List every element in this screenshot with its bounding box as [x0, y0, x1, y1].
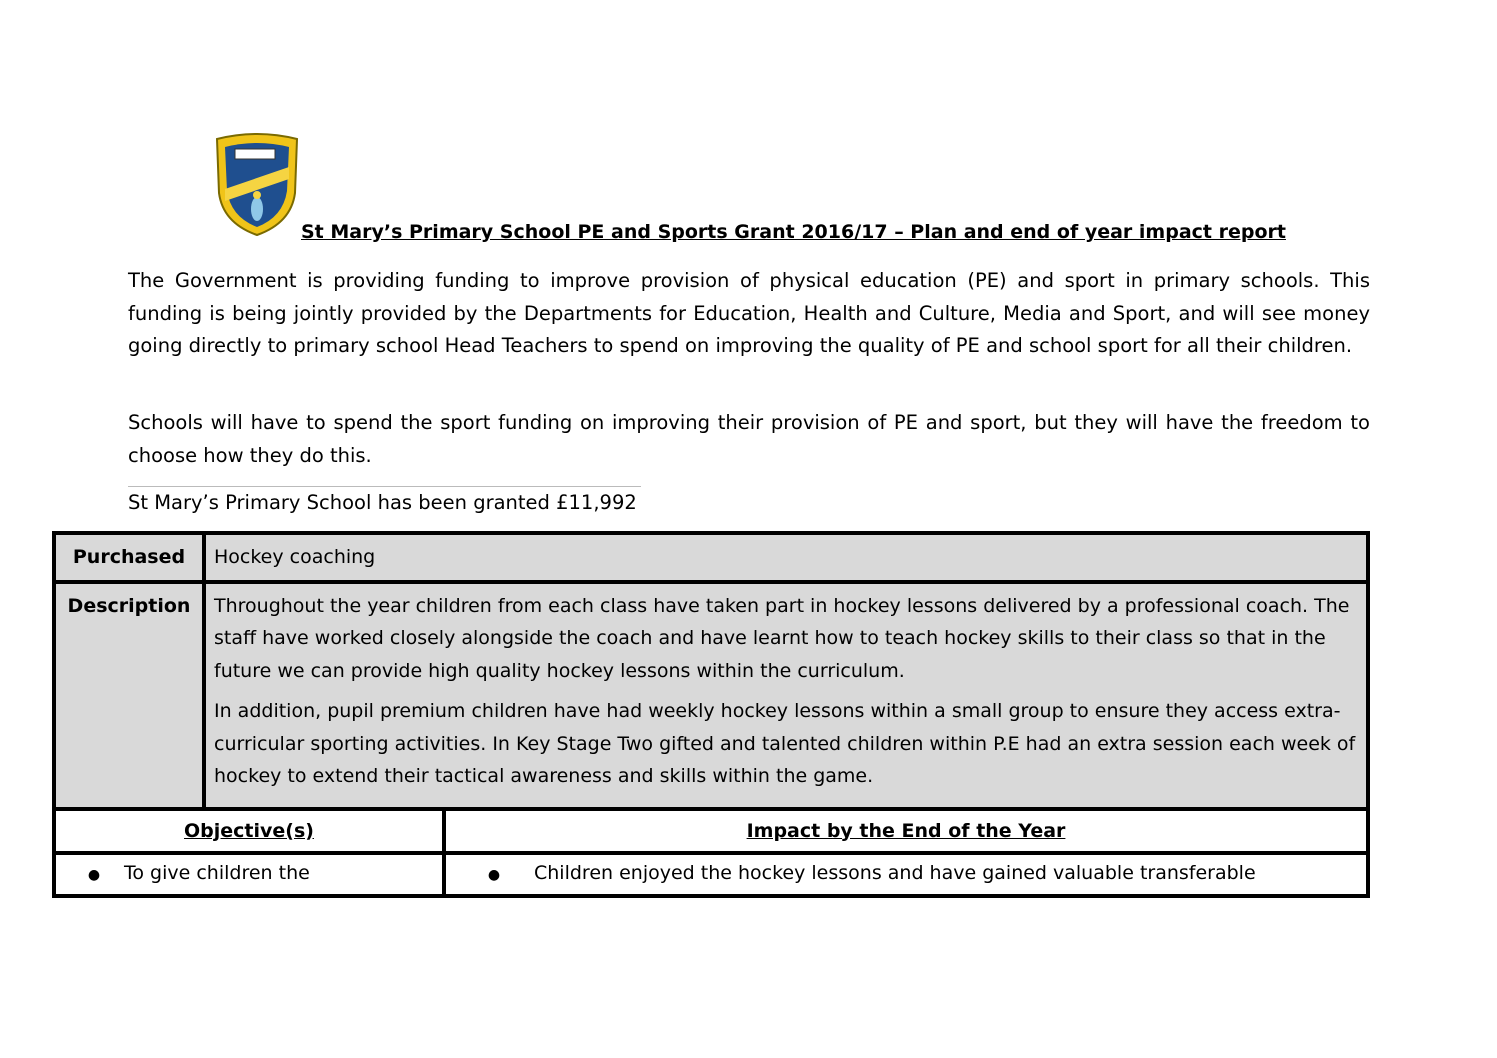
purchased-row — [54, 533, 1368, 582]
intro-paragraph-2: Schools will have to spend the sport funding on improving their provision of PE and sport, but they will have the freedom to choose how they do this. — [128, 411, 1370, 467]
header-row — [54, 809, 1368, 854]
impact-cell — [444, 853, 1368, 896]
impact-header-text: Impact by the End of the Year — [746, 819, 1066, 842]
description-content — [204, 582, 1368, 809]
document-title: St Mary’s Primary School PE and Sports Grant 2016/17 – Plan and end of year impact report — [301, 221, 1286, 243]
objective-text: To give children the — [124, 862, 310, 884]
purchased-label: Purchased — [54, 533, 204, 582]
bullet-icon: ● — [87, 867, 101, 883]
description-paragraph-2: In addition, pupil premium children have had weekly hockey lessons within a small group to ensure they access extra-curricular sporting activities. In Key Stage Two gifted and talented children within P.E had an extra session each week of hockey to extend their tactical awareness and skills within the game. — [214, 700, 1356, 787]
table-row — [54, 853, 1368, 896]
bullet-icon: ● — [487, 867, 501, 883]
intro-paragraph-1: The Government is providing funding to improve provision of physical education (PE) and sport in primary schools. This funding is being jointly provided by the Departments for Education, Health and Culture, Media and Sport, and will see money going directly to primary school Head Teachers to spend on improving the quality of PE and school sport for all their children. — [128, 269, 1370, 357]
plan-table — [52, 531, 1370, 898]
objectives-header — [54, 809, 444, 854]
school-crest-logo — [213, 133, 301, 237]
description-label: Description — [54, 582, 204, 809]
objective-cell — [54, 853, 444, 896]
description-paragraph-1: Throughout the year children from each class have taken part in hockey lessons delivered by a professional coach. The staff have worked closely alongside the coach and have learnt how to teach hockey skills to their class so that in the future we can provide high quality hockey lessons within the curriculum. — [214, 594, 1350, 682]
objectives-header-text: Objective(s) — [184, 819, 314, 842]
grant-amount-text: St Mary’s Primary School has been granted £11,992 — [128, 486, 641, 519]
impact-text: Children enjoyed the hockey lessons and have gained valuable transferable — [534, 862, 1256, 884]
description-row — [54, 582, 1368, 809]
impact-header — [444, 809, 1368, 854]
purchased-value: Hockey coaching — [204, 533, 1368, 582]
